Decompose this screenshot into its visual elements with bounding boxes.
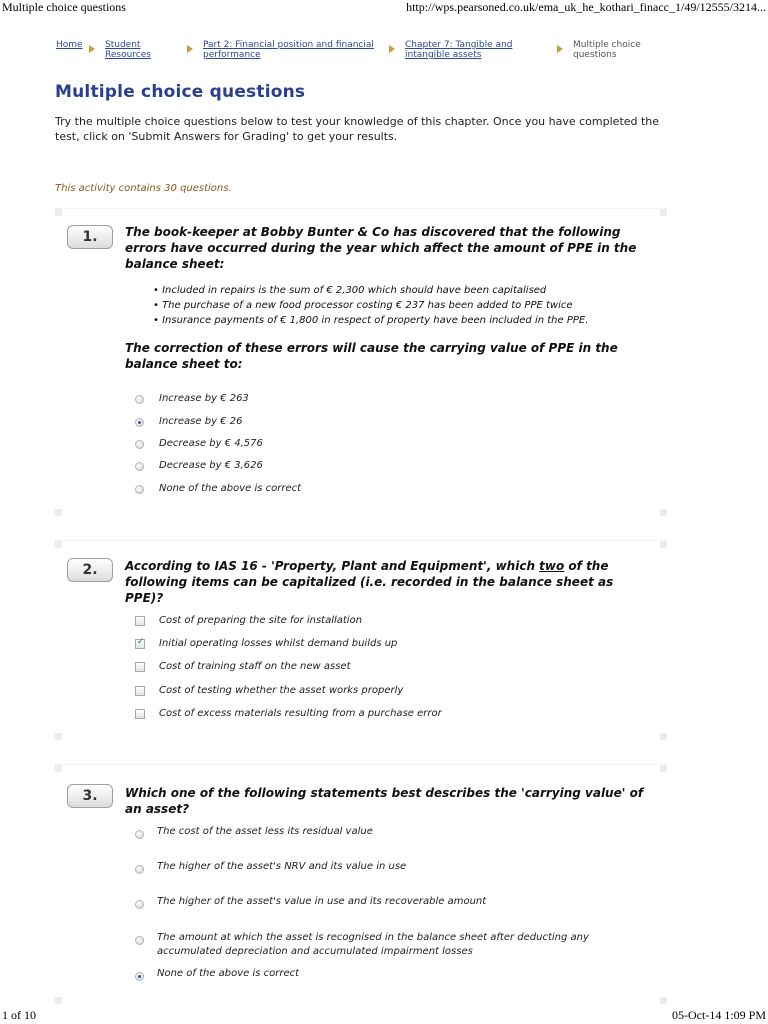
panel-corner xyxy=(55,765,62,772)
option-label: Increase by € 26 xyxy=(159,416,243,427)
radio-button[interactable] xyxy=(135,900,144,909)
panel-corner xyxy=(55,997,62,1004)
checkbox-checked[interactable] xyxy=(135,639,145,649)
option-label: The amount at which the asset is recognised in the balance sheet after deducting any accumulated depreciation and accumulated impairment losses xyxy=(157,932,589,957)
question-number: 2. xyxy=(67,558,113,582)
page-title: Multiple choice questions xyxy=(55,82,306,102)
question-1 xyxy=(55,208,667,516)
panel-corner xyxy=(55,541,62,548)
print-url: http://wps.pearsoned.co.uk/ema_uk_he_kothari_finacc_1/49/12555/3214... xyxy=(406,0,766,14)
radio-button-selected[interactable] xyxy=(135,418,144,427)
option-label: Cost of preparing the site for installation xyxy=(159,615,363,626)
print-page-title: Multiple choice questions xyxy=(2,0,126,14)
print-footer xyxy=(0,1006,768,1024)
option-label: Cost of excess materials resulting from a purchase error xyxy=(159,708,442,719)
option-label: Initial operating losses whilst demand builds up xyxy=(159,638,398,649)
panel-corner xyxy=(55,733,62,740)
panel-corner xyxy=(660,509,667,516)
radio-button[interactable] xyxy=(135,830,144,839)
panel-corner xyxy=(660,765,667,772)
breadcrumb-part-2-line1: Part 2: Financial position and financial xyxy=(203,40,374,50)
question-text-part: of the following items can be capitalized (i.e. recorded in the balance sheet as PPE)? xyxy=(125,559,614,605)
checkbox[interactable] xyxy=(135,686,145,696)
panel-corner xyxy=(660,997,667,1004)
breadcrumb-part-2[interactable] xyxy=(203,40,374,60)
panel-corner xyxy=(55,209,62,216)
breadcrumb-arrow-icon xyxy=(89,45,95,53)
question-bullets xyxy=(153,283,588,328)
radio-button-selected[interactable] xyxy=(135,972,144,981)
breadcrumb-arrow-icon xyxy=(187,45,193,53)
option-label: None of the above is correct xyxy=(159,483,302,494)
radio-button[interactable] xyxy=(135,865,144,874)
breadcrumb xyxy=(56,40,756,64)
radio-button[interactable] xyxy=(135,440,144,449)
breadcrumb-student-resources[interactable] xyxy=(105,40,151,60)
breadcrumb-student-resources-line2: Resources xyxy=(105,50,151,60)
option-label: Decrease by € 3,626 xyxy=(159,460,263,471)
activity-note: This activity contains 30 questions. xyxy=(55,183,232,194)
question-number: 3. xyxy=(67,784,113,808)
question-text: The book-keeper at Bobby Bunter & Co has discovered that the following errors have occurred during the year which affect the amount of PPE in the balance sheet: xyxy=(125,225,637,271)
breadcrumb-part-2-line2: performance xyxy=(203,50,261,60)
checkbox[interactable] xyxy=(135,709,145,719)
question-text-emphasis: two xyxy=(539,559,565,573)
breadcrumb-student-resources-line1: Student xyxy=(105,40,141,50)
breadcrumb-chapter-7-line2: intangible assets xyxy=(405,50,482,60)
bullet-item: • Included in repairs is the sum of € 2,300 which should have been capitalised xyxy=(153,283,588,298)
radio-button[interactable] xyxy=(135,936,144,945)
breadcrumb-home[interactable] xyxy=(56,40,83,50)
panel-corner xyxy=(660,209,667,216)
breadcrumb-current xyxy=(573,40,641,60)
breadcrumb-current-line2: questions xyxy=(573,50,617,60)
radio-button[interactable] xyxy=(135,462,144,471)
radio-button[interactable] xyxy=(135,395,144,404)
option-label: The higher of the asset's NRV and its value in use xyxy=(157,861,407,872)
option-label: Decrease by € 4,576 xyxy=(159,438,263,449)
breadcrumb-current-line1: Multiple choice xyxy=(573,40,641,50)
option-label: None of the above is correct xyxy=(157,968,300,979)
question-text-part: According to IAS 16 - 'Property, Plant and Equipment', which xyxy=(125,559,540,573)
question-number: 1. xyxy=(67,225,113,249)
question-text-2: The correction of these errors will cause the carrying value of PPE in the balance sheet to: xyxy=(125,341,618,371)
option-label: Cost of testing whether the asset works properly xyxy=(159,685,404,696)
intro-text: Try the multiple choice questions below to test your knowledge of this chapter. Once you have completed the test, click on 'Submit Answers for Grading' to get your results. xyxy=(55,115,660,143)
option-label: Increase by € 263 xyxy=(159,393,249,404)
panel-corner xyxy=(55,509,62,516)
breadcrumb-arrow-icon xyxy=(389,45,395,53)
bullet-item: • The purchase of a new food processor costing € 237 has been added to PPE twice xyxy=(153,298,588,313)
breadcrumb-chapter-7-line1: Chapter 7: Tangible and xyxy=(405,40,513,50)
radio-button[interactable] xyxy=(135,485,144,494)
bullet-item: • Insurance payments of € 1,800 in respect of property have been included in the PPE. xyxy=(153,313,588,328)
print-page-number: 1 of 10 xyxy=(2,1008,36,1022)
checkbox[interactable] xyxy=(135,616,145,626)
breadcrumb-chapter-7[interactable] xyxy=(405,40,512,60)
option-label: The higher of the asset's value in use and its recoverable amount xyxy=(157,896,487,907)
breadcrumb-home-label: Home xyxy=(56,40,83,50)
question-3 xyxy=(55,764,667,1004)
print-date: 05-Oct-14 1:09 PM xyxy=(672,1008,766,1022)
question-text: Which one of the following statements best describes the 'carrying value' of an asset? xyxy=(125,786,644,816)
print-header xyxy=(0,0,768,16)
option-label: Cost of training staff on the new asset xyxy=(159,661,351,672)
panel-corner xyxy=(660,541,667,548)
question-text xyxy=(125,558,655,606)
option-label: The cost of the asset less its residual value xyxy=(157,826,373,837)
breadcrumb-arrow-icon xyxy=(557,45,563,53)
question-2 xyxy=(55,540,667,740)
panel-corner xyxy=(660,733,667,740)
checkbox[interactable] xyxy=(135,662,145,672)
